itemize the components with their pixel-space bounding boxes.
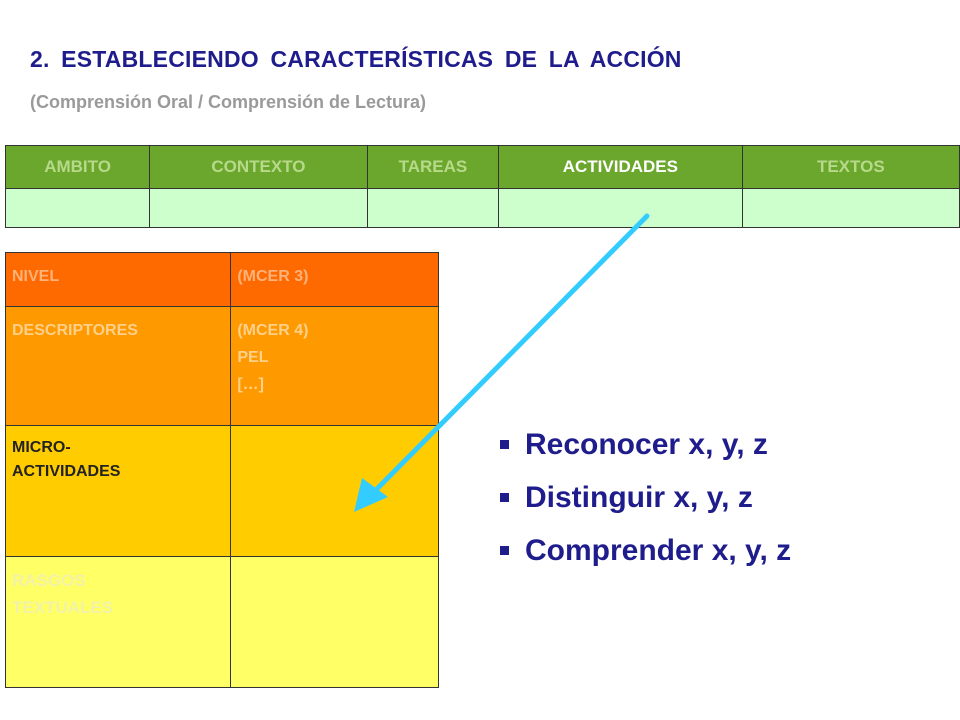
list-item (500, 524, 791, 577)
list-item (500, 418, 791, 471)
header-tareas: TAREAS (367, 146, 498, 189)
page-title: 2. ESTABLECIENDO CARACTERÍSTICAS DE LA ACCIÓN (30, 46, 682, 72)
header-contexto: CONTEXTO (150, 146, 368, 189)
label-line: TEXTUALES (12, 598, 114, 617)
bullet-square-icon (500, 440, 509, 449)
header-ambito: AMBITO (6, 146, 150, 189)
header-textos: TEXTOS (742, 146, 959, 189)
descriptor-line: […] (237, 376, 264, 393)
label-line: RASGOS (12, 571, 86, 590)
bullet-square-icon (500, 546, 509, 555)
header-actividades: ACTIVIDADES (499, 146, 743, 189)
bullet-text: Reconocer x, y, z (525, 427, 768, 461)
bullet-text: Distinguir x, y, z (525, 480, 753, 514)
descriptor-line: (MCER 4) (237, 322, 309, 339)
page-subtitle: (Comprensión Oral / Comprensión de Lectura) (30, 92, 427, 112)
label-nivel: NIVEL (6, 253, 231, 307)
descriptor-line: PEL (237, 349, 269, 366)
bullet-square-icon (500, 493, 509, 502)
label-line: MICRO- (12, 439, 71, 456)
label-descriptores: DESCRIPTORES (6, 307, 231, 426)
bullet-text: Comprender x, y, z (525, 533, 792, 567)
activity-bullet-list (500, 418, 791, 577)
value-nivel: (MCER 3) (231, 253, 439, 307)
label-line: ACTIVIDADES (12, 463, 121, 480)
list-item (500, 471, 791, 524)
